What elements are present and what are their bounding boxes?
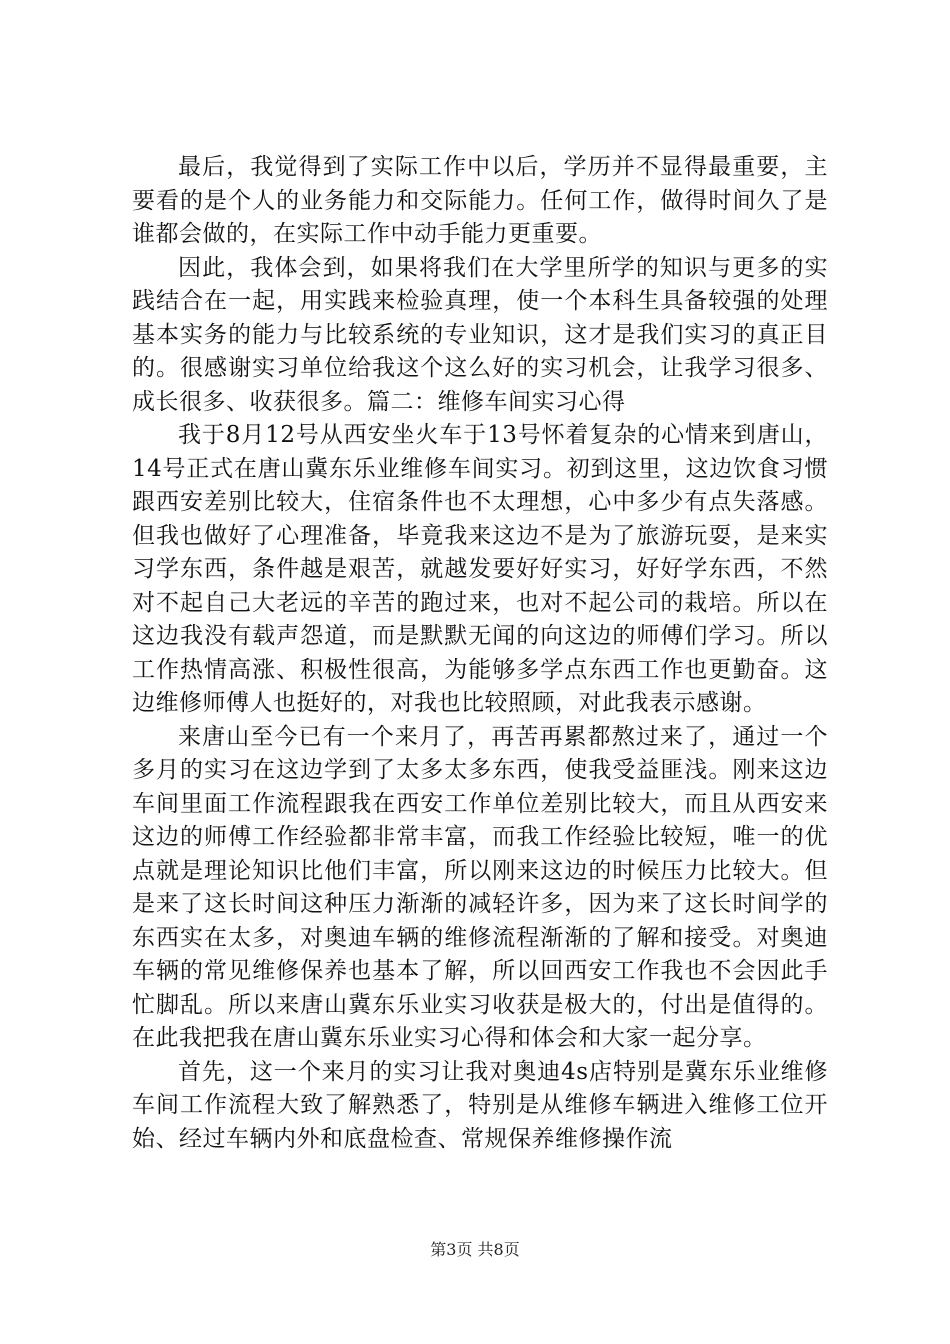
paragraph: 因此，我体会到，如果将我们在大学里所学的知识与更多的实践结合在一起，用实践来检验真理，使一个本科生具备较强的处理基本实务的能力与比较系统的专业知识，这才是我们实习的真正目的。很感谢实习单位给我这个这么好的实习机会，让我学习很多、成长很多、收获很多。篇二：维修车间实习心得	[132, 254, 828, 415]
paragraph: 我于8月12号从西安坐火车于13号怀着复杂的心情来到唐山，14号正式在唐山冀东乐业维修车间实习。初到这里，这边饮食习惯跟西安差别比较大，住宿条件也不太理想，心中多少有点失落感。但我也做好了心理准备，毕竟我来这边不是为了旅游玩耍，是来实习学东西，条件越是艰苦，就越发要好好实习，好好学东西，不然对不起自己大老远的辛苦的跑过来，也对不起公司的栽培。所以在这边我没有载声怨道，而是默默无闻的向这边的师傅们学习。所以工作热情高涨、积极性很高，为能够多学点东西工作也更勤奋。这边维修师傅人也挺好的，对我也比较照顾，对此我表示感谢。	[132, 422, 828, 716]
paragraph: 最后，我觉得到了实际工作中以后，学历并不显得最重要，主要看的是个人的业务能力和交际能力。任何工作，做得时间久了是谁都会做的，在实际工作中动手能力更重要。	[132, 154, 828, 247]
paragraph: 来唐山至今已有一个来月了，再苦再累都熬过来了，通过一个多月的实习在这边学到了太多太多东西，使我受益匪浅。刚来这边车间里面工作流程跟我在西安工作单位差别比较大，而且从西安来这边的师傅工作经验都非常丰富，而我工作经验比较短，唯一的优点就是理论知识比他们丰富，所以刚来这边的时候压力比较大。但是来了这长时间这种压力渐渐的减轻许多，因为来了这长时间学的东西实在太多，对奥迪车辆的维修流程渐渐的了解和接受。对奥迪车辆的常见维修保养也基本了解，所以回西安工作我也不会因此手忙脚乱。所以来唐山冀东乐业实习收获是极大的，付出是值得的。在此我把我在唐山冀东乐业实习心得和体会和大家一起分享。	[132, 723, 828, 1051]
paragraph: 首先，这一个来月的实习让我对奥迪4s店特别是冀东乐业维修车间工作流程大致了解熟悉了，特别是从维修车辆进入维修工位开始、经过车辆内外和底盘检查、常规保养维修操作流	[132, 1058, 828, 1152]
document-body	[132, 151, 828, 1156]
page-number-footer: 第3页 共8页	[430, 1240, 520, 1259]
